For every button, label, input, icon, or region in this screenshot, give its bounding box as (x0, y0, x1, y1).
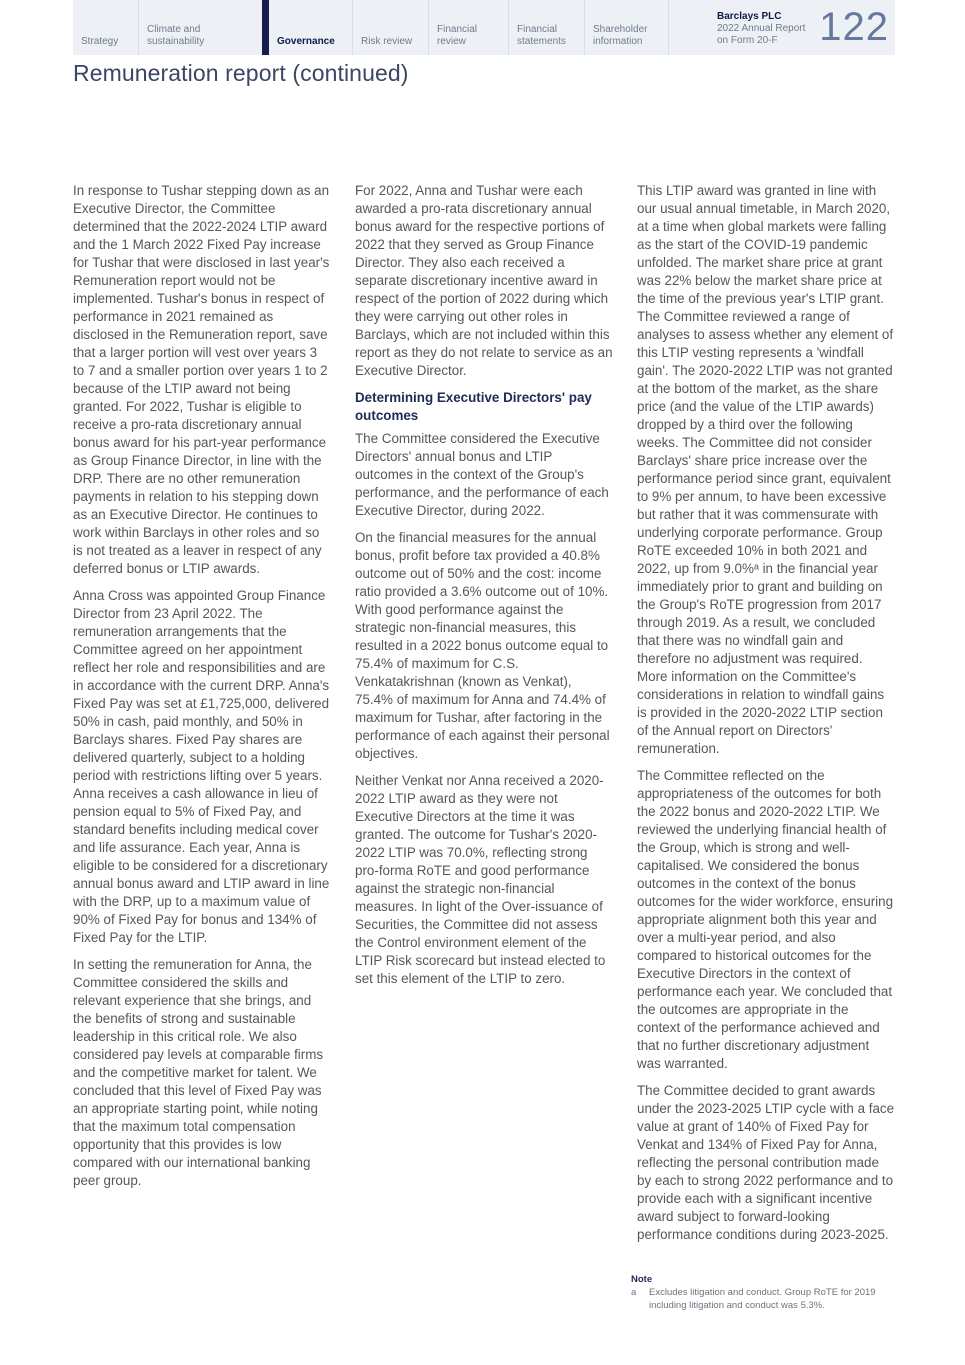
paragraph-tushar-stepdown: In response to Tushar stepping down as an Executive Director, the Committee determined that the 2022-2024 LTIP award and the 1 March 2022 Fixed Pay increase for Tushar that were disclosed in last year's Remuneration report would not be implemented. Tushar's bonus in respect of performance in 2021 remained as disclosed in the Remuneration report, save that a larger portion will vest over years 3 to 7 and a smaller portion over years 1 to 2 because of the LTIP award not being granted. For 2022, Tushar is eligible to receive a pro-rata discretionary annual bonus award for his part-year performance as Group Finance Director, in line with the DRP. There are no other remuneration payments in relation to his stepping down as an Executive Director. He continues to work within Barclays in other roles and so is not treated as a leaver in respect of any deferred bonus or LTIP awards. (73, 183, 330, 576)
nav-spacer (668, 0, 717, 55)
top-nav (73, 0, 895, 55)
paragraph-anna-appointment: Anna Cross was appointed Group Finance Director from 23 April 2022. The remuneration arrangements that the Committee agreed on her appointment reflect her role and responsibilities and are in accordance with the current DRP. Anna's Fixed Pay was set at £1,725,000, delivered 50% in cash, paid monthly, and 50% in Barclays shares. Fixed Pay shares are delivered quarterly, subject to a holding period with restrictions lifting over 5 years. Anna receives a cash allowance in lieu of pension equal to 5% of Fixed Pay, and standard benefits including medical cover and life assurance. Each year, Anna is eligible to be considered for a discretionary annual bonus award and LTIP award in line with the DRP, up to a maximum value of 90% of Fixed Pay for bonus and 134% of Fixed Pay for the LTIP. (73, 588, 330, 945)
tab-governance[interactable]: Governance (262, 0, 352, 55)
brand-report-line1: 2022 Annual Report (717, 22, 806, 34)
note-row (631, 1287, 889, 1312)
tab-climate-and-sustainability[interactable]: Climate and sustainability (138, 0, 262, 55)
page-title: Remuneration report (continued) (73, 60, 409, 86)
tab-financial-statements[interactable]: Financial statements (508, 0, 584, 55)
paragraph-outcomes-appropriateness: The Committee reflected on the appropriateness of the outcomes for both the 2022 bonus and 2020-2022 LTIP. We reviewed the underlying financial health of the Group, which is strong and well-capitalised. We considered the bonus outcomes in the context of the bonus outcomes for the wider workforce, ensuring appropriate alignment both this year and over a multi-year period, and also compared to historical outcomes for the Executive Directors in the context of performance each year. We concluded that the outcomes are appropriate in the context of the performance achieved and that no further discretionary adjustment was warranted. (637, 768, 894, 1071)
tab-risk-review[interactable]: Risk review (352, 0, 428, 55)
note-marker: a (631, 1287, 637, 1298)
tab-strategy[interactable]: Strategy (81, 36, 119, 47)
page-number-box (819, 0, 895, 55)
tab-financial-review[interactable]: Financial review (428, 0, 508, 55)
paragraph-ltip-outcome: Neither Venkat nor Anna received a 2020-2022 LTIP award as they were not Executive Directors at the time it was granted. The outcome for Tushar's 2020-2022 LTIP was 70.0%, reflecting strong pro-forma RoTE and good performance against the strategic non-financial measures. In light of the Over-issuance of Securities, the Committee did not assess the Control environment element of the LTIP Risk scorecard but instead elected to set this element of the LTIP to zero. (355, 773, 606, 986)
note-block (631, 1274, 889, 1312)
paragraph-2023-2025-ltip: The Committee decided to grant awards under the 2023-2025 LTIP cycle with a face value at grant of 140% of Fixed Pay for Venkat and 134% of Fixed Pay for Anna, reflecting the personal contribution made by each to strong 2022 performance and to provide each with a significant incentive award subject to forward-looking performance conditions during 2023-2025. (637, 1083, 895, 1242)
tab-shareholder-information[interactable]: Shareholder information (584, 0, 668, 55)
column-1 (73, 182, 331, 1253)
paragraph-2022-awards: For 2022, Anna and Tushar were each awarded a pro-rata discretionary annual bonus award for the respective portions of 2022 that they served as Group Finance Director. They also each received a separate discretionary incentive award in respect of the portion of 2022 during which they were carrying out other roles in Barclays, which are not included within this report as they do not relate to service as an Executive Director. (355, 183, 613, 378)
note-text: Excludes litigation and conduct. Group RoTE for 2019 including litigation and conduct was 5.3%. (649, 1287, 876, 1311)
brand-report-line2: on Form 20-F (717, 34, 778, 46)
brand-company: Barclays PLC (717, 10, 782, 22)
content-columns (73, 182, 895, 1253)
paragraph-financial-measures: On the financial measures for the annual bonus, profit before tax provided a 40.8% outcome out of 50% and the cost: income ratio provided a 3.6% outcome out of 10%. With good performance against the strategic non-financial measures, this resulted in a 2022 bonus outcome equal to 75.4% of maximum for C.S. Venkatakrishnan (known as Venkat), 75.4% of maximum for Anna and 74.4% of maximum for Tushar, after factoring in the performance of each against their personal objectives. (355, 530, 610, 761)
column-2 (355, 182, 613, 1253)
paragraph-committee-considered: The Committee considered the Executive Directors' annual bonus and LTIP outcomes in the context of the Group's performance, and the performance of each Executive Director, during 2022. (355, 431, 609, 518)
paragraph-ltip-windfall: This LTIP award was granted in line with our usual annual timetable, in March 2020, at a time when global markets were falling as the start of the COVID-19 pandemic unfolded. The market share price at grant was 22% below the market share price at the time of the previous year's LTIP grant. The Committee reviewed a range of analyses to assess whether any element of this LTIP vesting represents a 'windfall gain'. The 2020-2022 LTIP was not granted at the bottom of the market, as the share price (and the value of the LTIP awards) dropped by a third over the following weeks. The Committee did not consider Barclays' share price increase over the performance period since grant, equivalent to 9% per annum, to have been excessive but rather that it was commensurate with underlying corporate performance. Group RoTE exceeded 10% in both 2021 and 2022, up from 9.0%ᵃ in the financial year immediately prior to grant and building on the Group's RoTE progression from 2017 through 2019. As a result, we concluded that there was no windfall gain and therefore no adjustment was required. More information on the Committee's considerations in relation to windfall gains is provided in the 2020-2022 LTIP section of the Annual report on Directors' remuneration. (637, 183, 894, 756)
section-heading-pay-outcomes: Determining Executive Directors' pay outcomes (355, 390, 592, 423)
paragraph-anna-remuneration-setting: In setting the remuneration for Anna, the Committee considered the skills and relevant experience that she brings, and the benefits of strong and sustainable leadership in this critical role. We also considered pay levels at comparable firms and the competitive market for talent. We concluded that this level of Fixed Pay was an appropriate starting point, while noting that the maximum total compensation opportunity that this provides is low compared with our international banking peer group. (73, 957, 324, 1188)
column-3 (637, 182, 895, 1253)
note-label: Note (631, 1274, 653, 1285)
brand-block (717, 0, 819, 55)
page-number: 122 (819, 5, 889, 49)
